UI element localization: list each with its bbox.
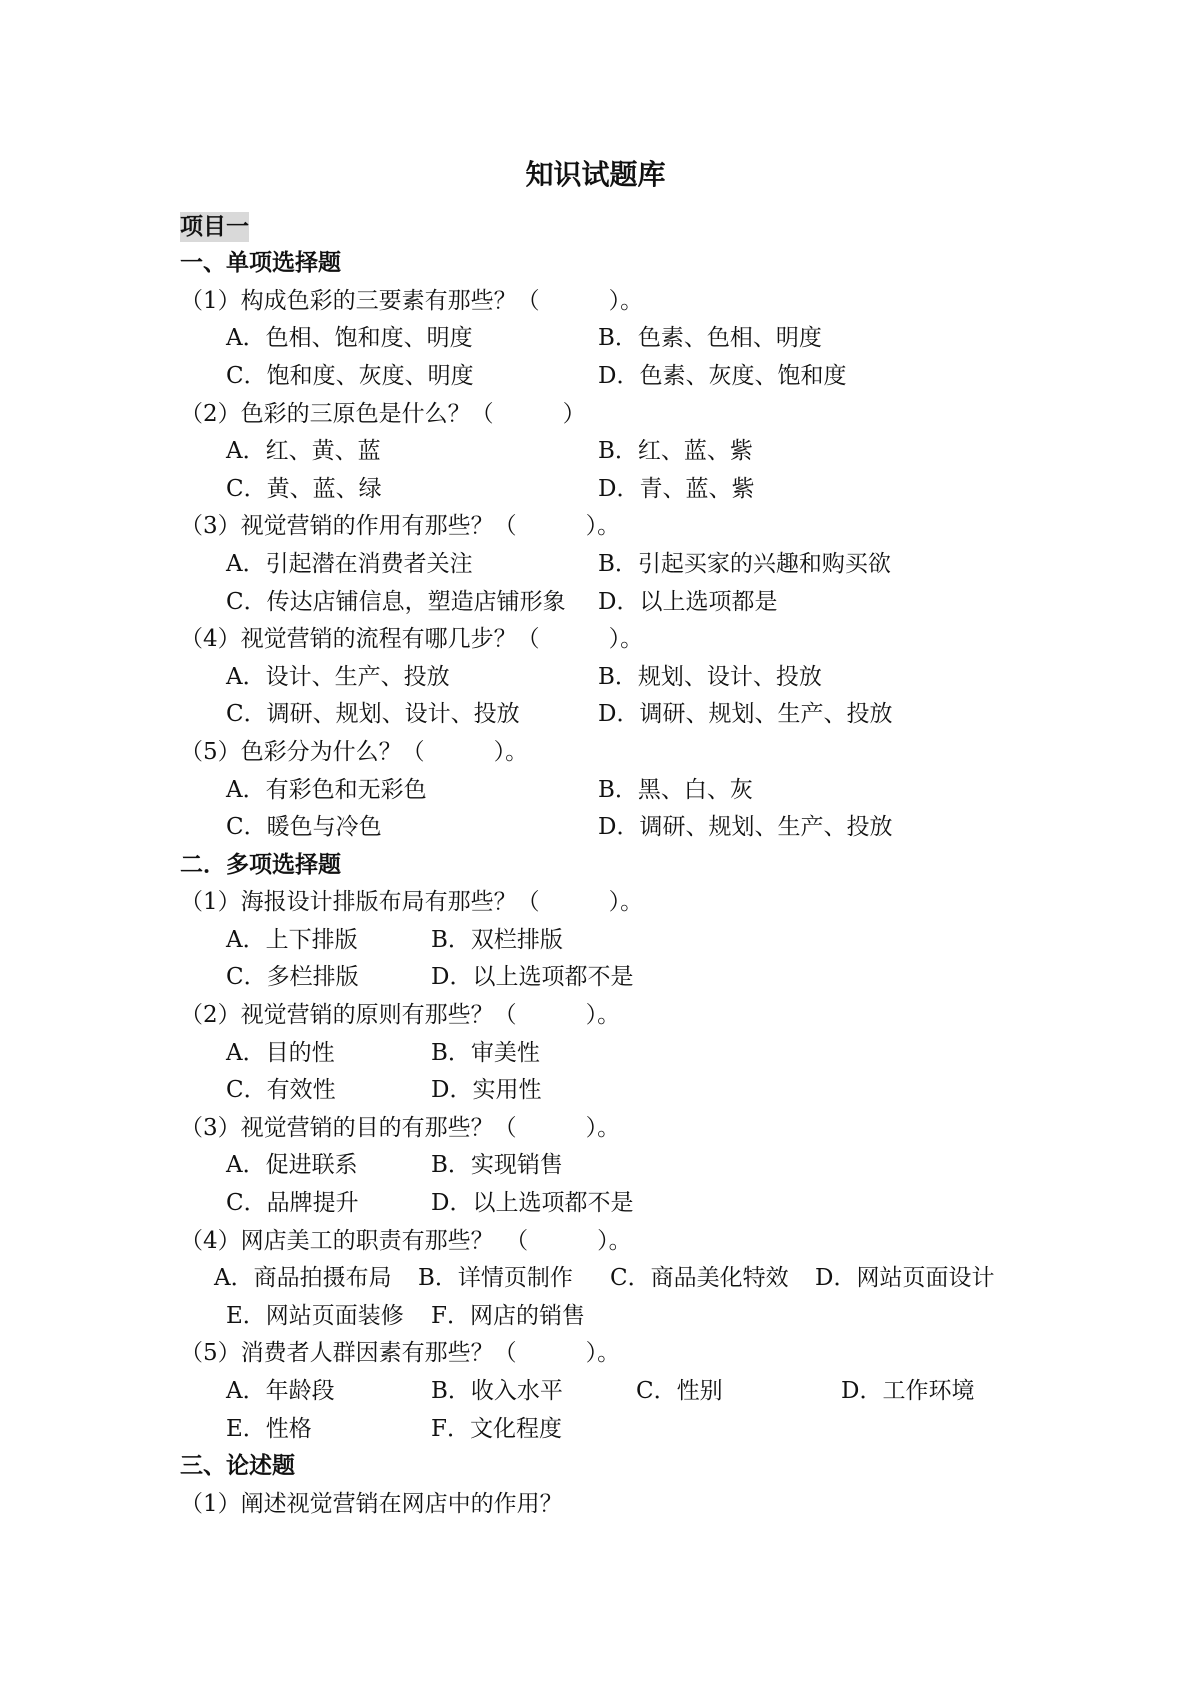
option-d: D．工作环境 [841,1378,975,1404]
options-row [0,809,1191,847]
options-row [0,1373,1191,1411]
option-c: C．品牌提升 [226,1190,359,1217]
question-row [0,621,1191,659]
question-stem: （4）网店美工的职责有那些？ （ ）。 [180,1227,632,1254]
options-row [0,696,1191,734]
question-stem: （1）阐述视觉营销在网店中的作用？ [180,1490,563,1517]
option-d: D．色素、灰度、饱和度 [598,362,847,389]
option-b: B．详情页制作 [418,1265,573,1292]
option-d: D．青、蓝、紫 [598,475,755,502]
option-a: A．上下排版 [226,926,358,953]
section-heading: 二．多项选择题 [180,851,341,878]
question-stem: （2）色彩的三原色是什么？（ ） [180,400,586,427]
option-c: C．有效性 [226,1077,336,1104]
option-a: A．有彩色和无彩色 [226,776,427,803]
option-c: C．多栏排版 [226,964,359,991]
options-row [0,659,1191,697]
option-c: C．传达店铺信息，塑造店铺形象 [226,588,566,615]
option-b: B．红、蓝、紫 [598,438,753,465]
options-row [0,1147,1191,1185]
question-row [0,1486,1191,1524]
option-f: F．网店的销售 [431,1302,585,1329]
option-e: E．网站页面装修 [226,1302,404,1329]
option-a: A．目的性 [226,1039,335,1066]
option-a: A．红、黄、蓝 [226,438,381,465]
option-b: B．色素、色相、明度 [598,325,822,352]
options-row [0,546,1191,584]
option-b: B．黑、白、灰 [598,776,753,803]
option-c: C．黄、蓝、绿 [226,475,382,502]
question-row [0,997,1191,1035]
option-c: C．商品美化特效 [610,1265,789,1292]
options-row [0,358,1191,396]
question-row [0,1110,1191,1148]
option-b: B．双栏排版 [431,926,563,953]
option-b: B．审美性 [431,1039,540,1066]
option-d: D．以上选项都不是 [431,1190,634,1217]
question-stem: （3）视觉营销的作用有那些？（ ）。 [180,513,621,540]
question-row [0,734,1191,772]
option-c: C．调研、规划、设计、投放 [226,701,520,728]
option-a: A．年龄段 [226,1378,335,1404]
question-stem: （1）构成色彩的三要素有那些？（ ）。 [180,287,644,314]
question-row [0,396,1191,434]
question-row [0,884,1191,922]
question-stem: （4）视觉营销的流程有哪几步？（ ）。 [180,626,644,653]
question-stem: （3）视觉营销的目的有那些？（ ）。 [180,1114,621,1141]
question-stem: （2）视觉营销的原则有那些？（ ）。 [180,1002,621,1029]
section-heading: 一、单项选择题 [180,250,341,277]
options-row [0,1185,1191,1223]
option-d: D．网站页面设计 [815,1265,995,1292]
options-row [0,1411,1191,1449]
option-d: D．以上选项都是 [598,588,778,615]
options-row [0,922,1191,960]
option-b: B．规划、设计、投放 [598,663,822,690]
option-b: B．引起买家的兴趣和购买欲 [598,550,891,577]
options-row [0,1035,1191,1073]
section-heading-row [0,1448,1191,1486]
options-row [0,1298,1191,1336]
project-row [0,208,1191,246]
options-row [0,584,1191,622]
question-stem: （1）海报设计排版布局有那些？（ ）。 [180,889,644,916]
section-heading-row [0,245,1191,283]
option-d: D．以上选项都不是 [431,964,634,991]
document-body [0,208,1191,1524]
option-a: A．促进联系 [226,1152,358,1179]
document-title: 知识试题库 [525,158,666,191]
option-f: F．文化程度 [431,1415,562,1442]
option-d: D．调研、规划、生产、投放 [598,814,893,841]
question-stem: （5）消费者人群因素有那些？（ ）。 [180,1340,621,1367]
question-row [0,508,1191,546]
options-row [0,959,1191,997]
question-row [0,283,1191,321]
option-d: D．实用性 [431,1077,542,1104]
option-b: B．收入水平 [431,1378,563,1404]
option-b: B．实现销售 [431,1152,563,1179]
options-row [0,1260,1191,1298]
options-row [0,772,1191,810]
option-c: C．性别 [636,1378,723,1404]
options-row [0,320,1191,358]
question-stem: （5）色彩分为什么？（ ）。 [180,738,529,765]
options-row [0,1072,1191,1110]
option-c: C．暖色与冷色 [226,814,382,841]
question-row [0,1223,1191,1261]
section-heading-row [0,847,1191,885]
section-heading: 三、论述题 [180,1453,295,1480]
project-label: 项目一 [180,213,249,240]
option-d: D．调研、规划、生产、投放 [598,701,893,728]
option-e: E．性格 [226,1415,312,1442]
option-a: A．设计、生产、投放 [226,663,450,690]
option-a: A．商品拍摄布局 [214,1265,392,1292]
option-a: A．引起潜在消费者关注 [226,550,473,577]
option-a: A．色相、饱和度、明度 [226,325,473,352]
options-row [0,433,1191,471]
options-row [0,471,1191,509]
question-row [0,1335,1191,1373]
option-c: C．饱和度、灰度、明度 [226,362,474,389]
